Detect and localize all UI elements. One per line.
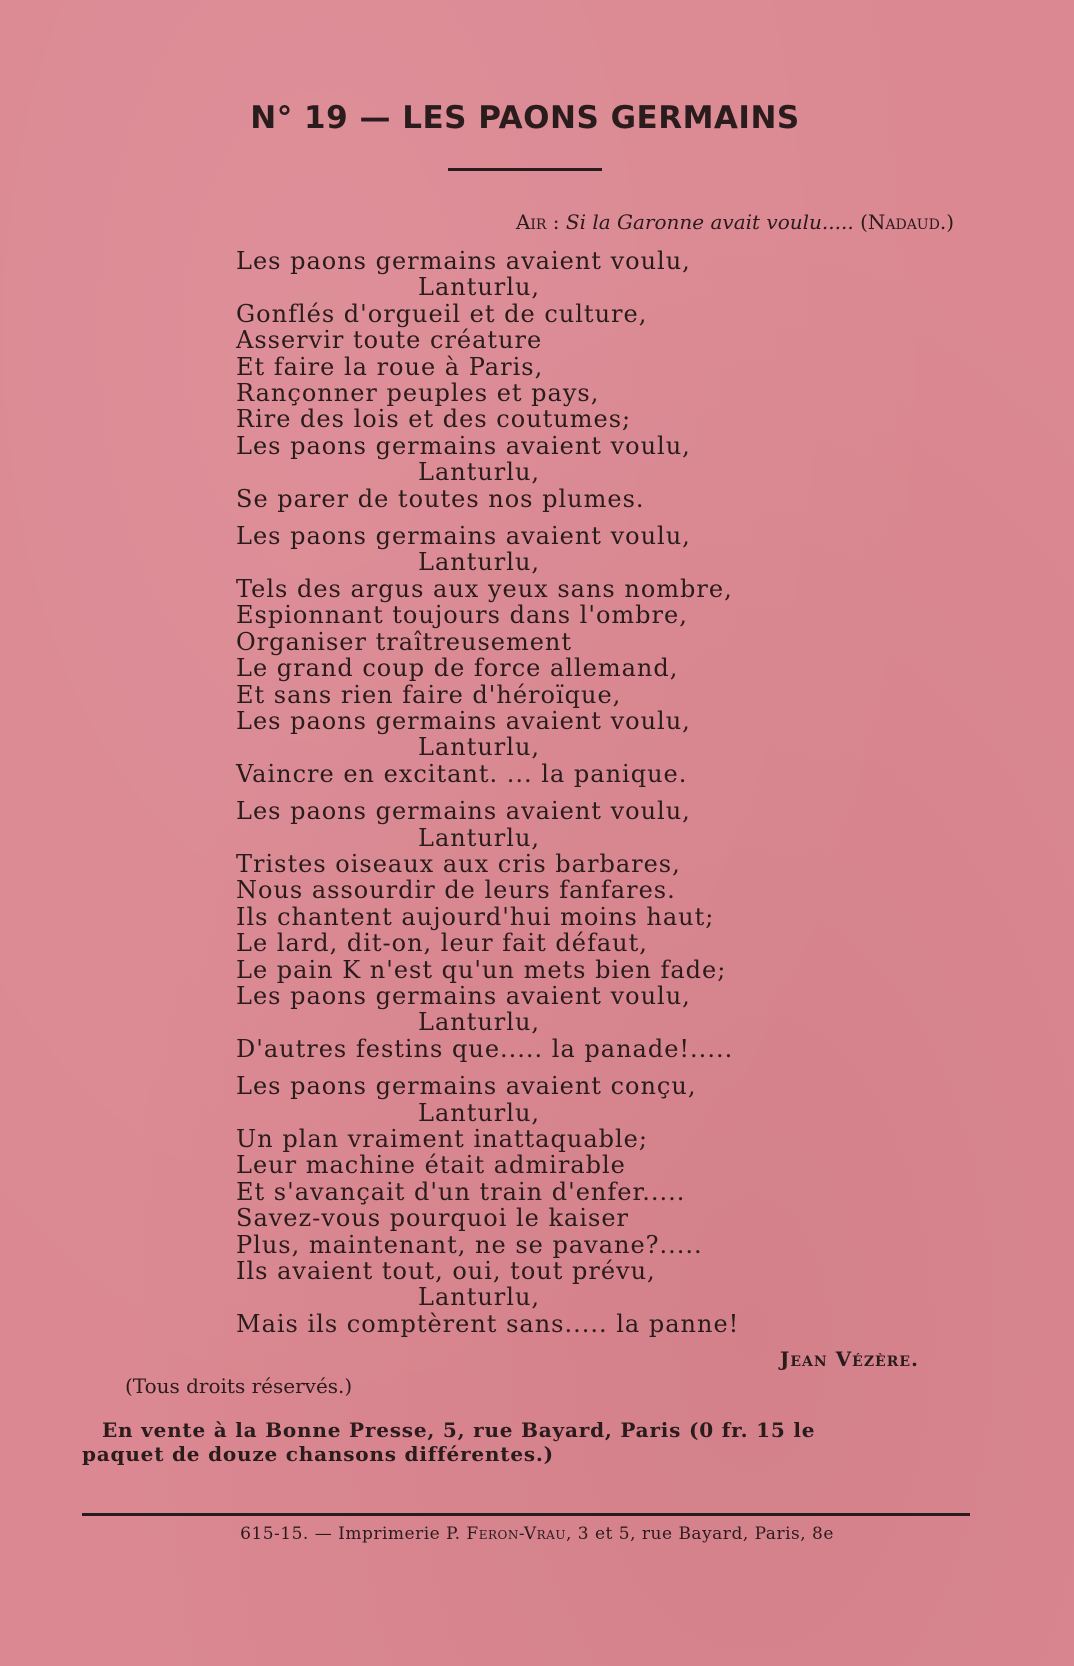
- verse-line: Les paons germains avaient voulu,: [236, 522, 691, 551]
- refrain-line: Lanturlu,: [418, 1008, 541, 1037]
- verse-line: Savez-vous pourquoi le kaiser: [236, 1204, 630, 1233]
- refrain-line: Lanturlu,: [418, 458, 541, 487]
- verse-line: Les paons germains avaient voulu,: [236, 706, 691, 735]
- verse-line: D'autres festins que..... la panade!.....: [236, 1034, 734, 1063]
- verse-line: Mais ils comptèrent sans..... la panne!: [236, 1309, 740, 1338]
- printer-name: Feron-Vrau,: [466, 1524, 572, 1544]
- printer-imprint: [0, 1524, 1074, 1544]
- verse-line: Asservir toute créature: [236, 326, 543, 355]
- stanza: [236, 1073, 876, 1337]
- air-composer: (Nadaud.): [860, 210, 954, 234]
- sale-notice: [82, 1418, 982, 1466]
- sale-notice-line-1: En vente à la Bonne Presse, 5, rue Bayard, Paris (0 fr. 15 le: [102, 1418, 816, 1442]
- verse-line: Organiser traîtreusement: [236, 627, 573, 656]
- verse-line: Les paons germains avaient voulu,: [236, 797, 691, 826]
- refrain-line: Lanturlu,: [418, 548, 541, 577]
- verse-line: Et sans rien faire d'héroïque,: [236, 680, 622, 709]
- verse-line: Les paons germains avaient voulu,: [236, 431, 691, 460]
- verse-line: Se parer de toutes nos plumes.: [236, 484, 645, 513]
- stanza: [236, 248, 876, 512]
- verse-line: Ils avaient tout, oui, tout prévu,: [236, 1257, 656, 1286]
- verse-line: Les paons germains avaient conçu,: [236, 1072, 697, 1101]
- verse-line: Tristes oiseaux aux cris barbares,: [236, 849, 681, 878]
- verse-line: Rire des lois et des coutumes;: [236, 405, 632, 434]
- verse-line: Tels des argus aux yeux sans nombre,: [236, 574, 733, 603]
- air-line: [516, 210, 954, 234]
- printer-prefix: 615-15. — Imprimerie P.: [240, 1524, 461, 1544]
- verse-line: Plus, maintenant, ne se pavane?.....: [236, 1230, 703, 1259]
- stanza: [236, 798, 876, 1062]
- rights-notice: (Tous droits réservés.): [125, 1374, 353, 1398]
- refrain-line: Lanturlu,: [418, 1098, 541, 1127]
- refrain-line: Lanturlu,: [418, 1283, 541, 1312]
- verse-line: Le grand coup de force allemand,: [236, 654, 679, 683]
- refrain-line: Lanturlu,: [418, 823, 541, 852]
- title-divider: [448, 168, 602, 171]
- verse-line: Le lard, dit-on, leur fait défaut,: [236, 929, 648, 958]
- poem: [236, 248, 876, 1348]
- refrain-line: Lanturlu,: [418, 733, 541, 762]
- air-tune: Si la Garonne avait voulu.....: [565, 210, 854, 234]
- verse-line: Et faire la roue à Paris,: [236, 352, 544, 381]
- stanza: [236, 523, 876, 787]
- verse-line: Espionnant toujours dans l'ombre,: [236, 601, 688, 630]
- verse-line: Leur machine était admirable: [236, 1151, 626, 1180]
- author-signature: Jean Vézère.: [779, 1347, 919, 1371]
- verse-line: Nous assourdir de leurs fanfares.: [236, 876, 676, 905]
- verse-line: Rançonner peuples et pays,: [236, 379, 600, 408]
- printer-suffix: 3 et 5, rue Bayard, Paris, 8e: [577, 1524, 834, 1544]
- verse-line: Les paons germains avaient voulu,: [236, 247, 691, 275]
- verse-line: Ils chantent aujourd'hui moins haut;: [236, 902, 715, 931]
- verse-line: Un plan vraiment inattaquable;: [236, 1125, 648, 1153]
- verse-line: Le pain K n'est qu'un mets bien fade;: [236, 955, 727, 984]
- verse-line: Gonflés d'orgueil et de culture,: [236, 299, 648, 328]
- footer-divider: [82, 1513, 970, 1516]
- air-label: Air :: [515, 210, 560, 234]
- refrain-line: Lanturlu,: [418, 273, 541, 302]
- verse-line: Vaincre en excitant. ... la panique.: [236, 759, 688, 788]
- verse-line: Les paons germains avaient voulu,: [236, 981, 691, 1010]
- verse-line: Et s'avançait d'un train d'enfer.....: [236, 1177, 686, 1206]
- song-title: N° 19 — LES PAONS GERMAINS: [250, 100, 800, 136]
- sale-notice-line-2: paquet de douze chansons différentes.): [82, 1442, 554, 1466]
